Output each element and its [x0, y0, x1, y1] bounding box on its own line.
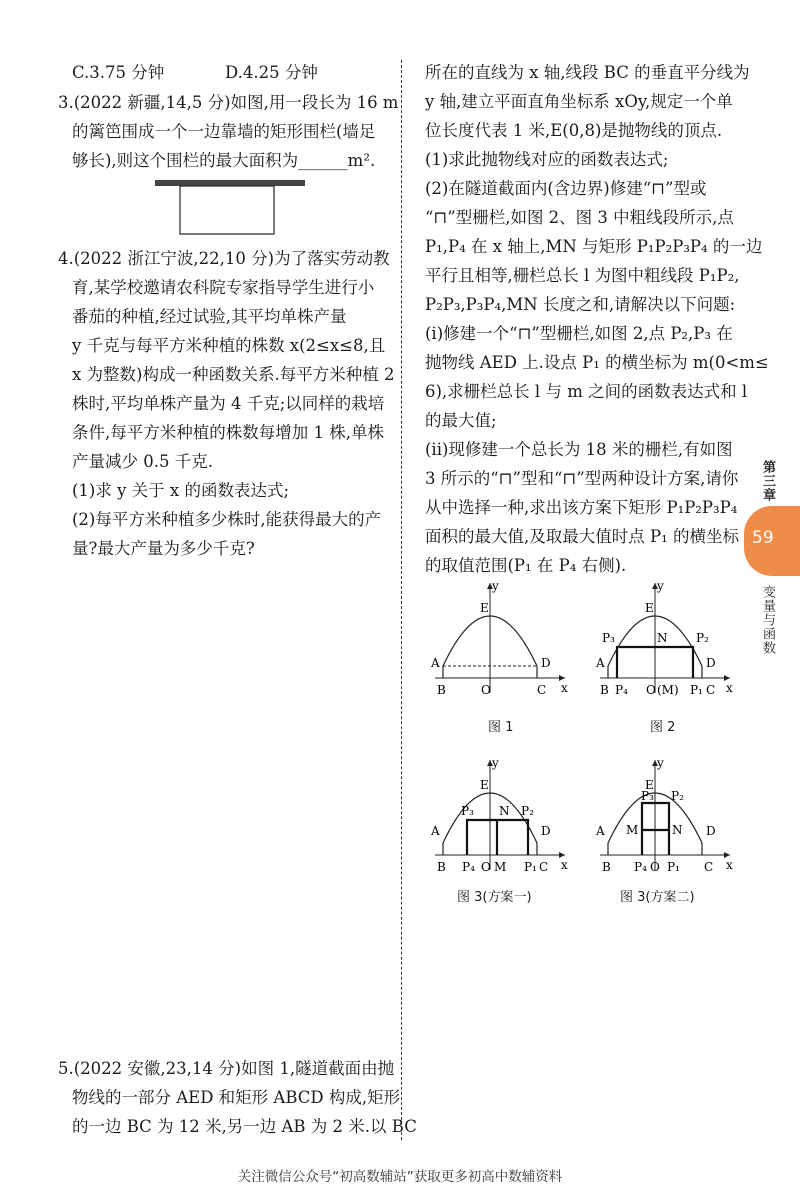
figure-3a [425, 755, 575, 880]
fig-label: B [437, 683, 446, 697]
figure-1-caption: 图 1 [488, 720, 514, 735]
q4-line: 条件,每平方米种植的株数每增加 1 株,单株 [72, 423, 384, 442]
fig-label: N [672, 823, 683, 837]
fig-label: y [492, 579, 499, 593]
q5-line: 面积的最大值,及取最大值时点 P₁ 的横坐标 [425, 527, 739, 546]
q4-line: 产量减少 0.5 千克. [72, 452, 213, 471]
fig-label: y [657, 579, 664, 593]
figure-3a-caption: 图 3(方案一) [457, 890, 532, 905]
q5-line: 5.(2022 安徽,23,14 分)如图 1,隧道截面由抛 [58, 1059, 395, 1078]
q4-line: y 千克与每平方米种植的株数 x(2≤x≤8,且 [72, 336, 386, 355]
figure-2-caption: 图 2 [650, 720, 676, 735]
fig-label: C [537, 683, 547, 697]
q4-line: 量?最大产量为多少千克? [72, 539, 255, 558]
q5-line: 的最大值; [425, 411, 497, 430]
q4-line: x 为整数)构成一种函数关系.每平方米种植 2 [72, 365, 395, 384]
fig-label: P₂ [671, 789, 684, 803]
fig-label: (M) [657, 683, 679, 697]
fig-label: A [596, 656, 605, 670]
q5-line: 平行且相等,栅栏总长 l 为图中粗线段 P₁P₂, [425, 266, 740, 285]
fig-label: N [499, 804, 510, 818]
q4-line: (1)求 y 关于 x 的函数表达式; [72, 481, 290, 500]
fig-label: E [480, 778, 489, 792]
q5-line: 的一边 BC 为 12 米,另一边 AB 为 2 米.以 BC [72, 1117, 417, 1136]
q4-line: (2)每平方米种植多少株时,能获得最大的产 [72, 510, 382, 529]
q5-line: y 轴,建立平面直角坐标系 xOy,规定一个单 [425, 92, 733, 111]
fig-label: D [706, 656, 716, 670]
fig-label: C [539, 860, 549, 874]
q5-line: 位长度代表 1 米,E(0,8)是抛物线的顶点. [425, 121, 723, 140]
fig-label: P₃ [461, 804, 474, 818]
fig-label: E [645, 601, 654, 615]
figure-2 [590, 578, 740, 703]
fig-label: D [706, 824, 716, 838]
page-number: 59 [752, 528, 774, 548]
fig-label: A [596, 824, 605, 838]
fig-label: A [431, 824, 440, 838]
fig-label: C [706, 683, 716, 697]
q4-line: 番茄的种植,经过试验,其平均单株产量 [72, 307, 347, 326]
chapter-label: 第三章 [760, 460, 775, 502]
fig-label: B [437, 860, 446, 874]
q5-line: 的取值范围(P₁ 在 P₄ 右侧). [425, 556, 627, 575]
fig-label: D [541, 656, 551, 670]
q5-line: P₂P₃,P₃P₄,MN 长度之和,请解决以下问题: [425, 295, 736, 314]
fig-label: M [626, 823, 639, 837]
figure-1 [425, 578, 575, 703]
fig-label: P₄ [462, 860, 475, 874]
footer-note: 关注微信公众号“初高数辅站”获取更多初高中数辅资料 [237, 1169, 563, 1185]
fig-label: P₃ [641, 789, 654, 803]
q5-line: P₁,P₄ 在 x 轴上,MN 与矩形 P₁P₂P₃P₄ 的一边 [425, 237, 763, 256]
fig-label: E [645, 778, 654, 792]
fig-label: A [431, 656, 440, 670]
q5-line: 3 所示的“⊓”型和“⊓”型两种设计方案,请你 [425, 469, 739, 488]
fig-label: P₁ [524, 860, 537, 874]
q5-line: (2)在隧道截面内(含边界)修建“⊓”型或 [425, 179, 707, 198]
fig-label: P₂ [696, 631, 709, 645]
fig-label: E [480, 601, 489, 615]
q3-line: 3.(2022 新疆,14,5 分)如图,用一段长为 16 m [58, 93, 399, 112]
q3-line: 的篱笆围成一个一边靠墙的矩形围栏(墙足 [72, 122, 376, 141]
fig-label: P₁ [690, 683, 703, 697]
option-d: D.4.25 分钟 [225, 63, 318, 82]
fig-label: N [657, 631, 668, 645]
q5-line: (i)修建一个“⊓”型栅栏,如图 2,点 P₂,P₃ 在 [425, 324, 733, 343]
q5-line: 物线的一部分 AED 和矩形 ABCD 构成,矩形 [72, 1088, 401, 1107]
q5-line: 所在的直线为 x 轴,线段 BC 的垂直平分线为 [425, 63, 750, 82]
q5-line: 6),求栅栏总长 l 与 m 之间的函数表达式和 l [425, 382, 748, 401]
fig-label: B [602, 860, 611, 874]
fig-label: O [481, 860, 491, 874]
fig-label: O [481, 683, 491, 697]
q5-line: 从中选择一种,求出该方案下矩形 P₁P₂P₃P₄ [425, 498, 738, 517]
fig-label: B [600, 683, 609, 697]
fig-label: O [646, 683, 656, 697]
figure-3b-caption: 图 3(方案二) [620, 890, 695, 905]
fig-label: x [561, 681, 568, 695]
fig-label: D [541, 824, 551, 838]
fig-label: M [494, 860, 507, 874]
fig-label: y [657, 756, 664, 770]
fig-label: P₄ [615, 683, 628, 697]
q4-line: 育,某学校邀请农科院专家指导学生进行小 [72, 278, 375, 297]
fig-label: x [726, 681, 733, 695]
fig-label: O [650, 860, 660, 874]
fig-label: x [726, 858, 733, 872]
q5-line: “⊓”型栅栏,如图 2、图 3 中粗线段所示,点 [425, 208, 734, 227]
fig-label: P₂ [521, 804, 534, 818]
q3-line: 够长),则这个围栏的最大面积为______m². [72, 151, 376, 170]
fig-label: y [492, 756, 499, 770]
fig-label: P₄ [634, 860, 647, 874]
chapter-topic: 变量与函数 [760, 585, 775, 655]
q5-line: 抛物线 AED 上.设点 P₁ 的横坐标为 m(0<m≤ [425, 353, 769, 372]
fig-label: P₃ [602, 631, 615, 645]
figure-3b [590, 755, 740, 880]
q4-line: 4.(2022 浙江宁波,22,10 分)为了落实劳动教 [58, 249, 390, 268]
q4-line: 株时,平均单株产量为 4 千克;以同样的栽培 [72, 394, 385, 413]
q5-line: (1)求此抛物线对应的函数表达式; [425, 150, 669, 169]
fence-figure [150, 178, 310, 238]
fig-label: C [704, 860, 714, 874]
fig-label: P₁ [667, 860, 680, 874]
q5-line: (ii)现修建一个总长为 18 米的栅栏,有如图 [425, 440, 733, 459]
fig-label: x [561, 858, 568, 872]
column-divider [401, 60, 402, 1140]
option-c: C.3.75 分钟 [72, 63, 165, 82]
